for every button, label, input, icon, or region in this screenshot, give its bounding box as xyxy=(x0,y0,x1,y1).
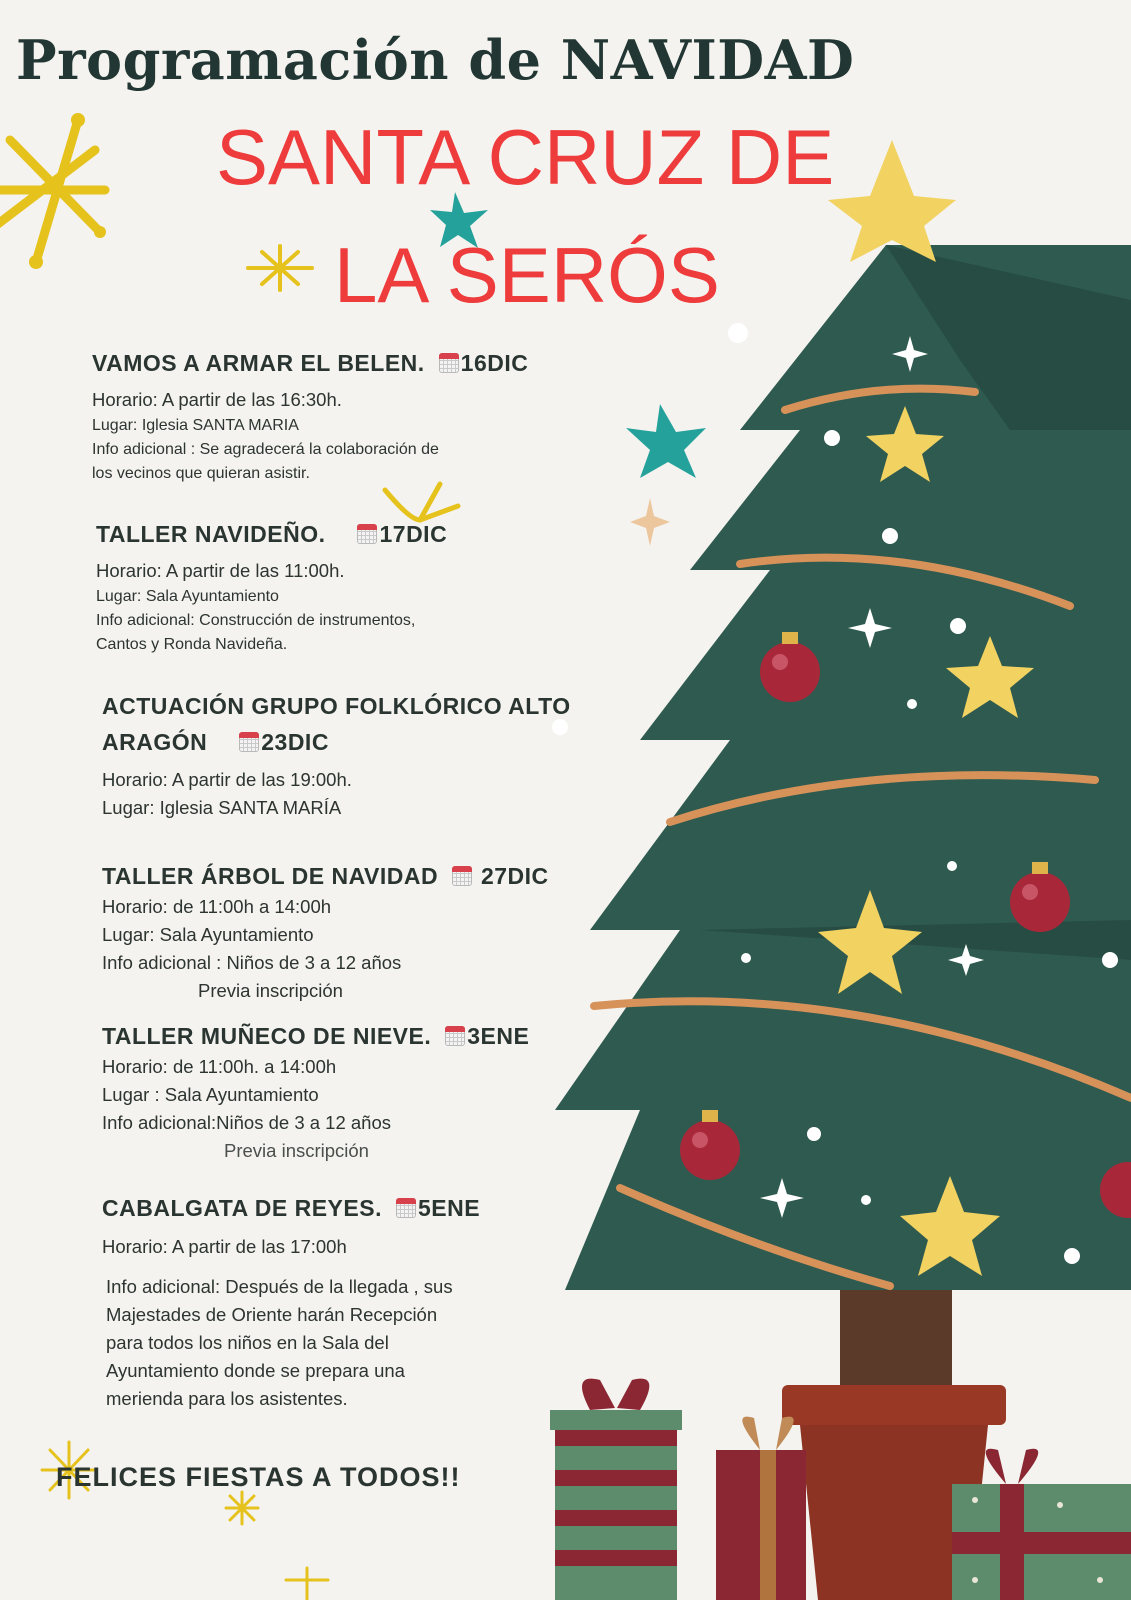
event-title xyxy=(102,688,622,760)
event-taller-muneco xyxy=(102,1019,529,1165)
calendar-icon xyxy=(239,732,259,752)
event-title xyxy=(102,1191,480,1225)
event-cabalgata xyxy=(102,1191,480,1413)
event-taller-navideno xyxy=(96,517,447,657)
event-info: Info adicional: Construcción de instrumentos, xyxy=(96,612,416,629)
event-name: CABALGATA DE REYES. xyxy=(102,1195,382,1221)
event-info: Info adicional : Se agradecerá la colaboración de xyxy=(92,441,439,458)
event-title xyxy=(102,1019,529,1053)
event-name: TALLER NAVIDEÑO. xyxy=(96,521,326,547)
event-name: ACTUACIÓN GRUPO FOLKLÓRICO ALTO ARAGÓN xyxy=(102,693,571,755)
event-date: 3ENE xyxy=(467,1023,530,1049)
event-title xyxy=(92,346,528,380)
event-info: Majestades de Oriente harán Recepción xyxy=(106,1304,438,1325)
page-title: Programación de NAVIDAD xyxy=(16,28,855,92)
event-info: Ayuntamiento donde se prepara una xyxy=(106,1360,405,1381)
event-info: Cantos y Ronda Navideña. xyxy=(96,636,288,653)
event-registration: Previa inscripción xyxy=(198,980,343,1001)
town-name-line-1: SANTA CRUZ DE xyxy=(216,113,835,201)
calendar-icon xyxy=(357,524,377,544)
event-date: 23DIC xyxy=(261,729,329,755)
event-name: TALLER MUÑECO DE NIEVE. xyxy=(102,1023,432,1049)
event-schedule: Horario: A partir de las 17:00h xyxy=(102,1236,347,1257)
event-name: TALLER ÁRBOL DE NAVIDAD xyxy=(102,863,439,889)
event-title xyxy=(102,859,549,893)
event-date: 16DIC xyxy=(460,350,529,376)
event-schedule: Horario: de 11:00h. a 14:00h xyxy=(102,1056,337,1077)
event-location: Lugar: Iglesia SANTA MARIA xyxy=(92,417,299,434)
event-schedule: Horario: de 11:00h a 14:00h xyxy=(102,896,332,917)
event-info: merienda para los asistentes. xyxy=(106,1388,348,1409)
town-name-line-2: LA SERÓS xyxy=(334,231,720,319)
event-info: para todos los niños en la Sala del xyxy=(106,1332,389,1353)
star-icon xyxy=(828,140,956,262)
event-date: 5ENE xyxy=(417,1195,481,1221)
event-belen xyxy=(92,346,528,486)
event-location: Lugar: Iglesia SANTA MARÍA xyxy=(102,797,342,818)
teal-star-icon xyxy=(626,404,706,478)
event-info: los vecinos que quieran asistir. xyxy=(92,465,310,482)
calendar-icon xyxy=(445,1026,465,1046)
footer-greeting: FELICES FIESTAS A TODOS!! xyxy=(56,1462,461,1492)
event-title xyxy=(96,517,447,551)
event-schedule: Horario: A partir de las 19:00h. xyxy=(102,769,352,790)
gift-box xyxy=(716,1417,806,1600)
sparkle-icon xyxy=(248,246,312,290)
event-name: VAMOS A ARMAR EL BELEN. xyxy=(92,350,425,376)
sparkle-icon xyxy=(630,498,670,546)
event-registration: Previa inscripción xyxy=(224,1140,369,1161)
event-location: Lugar: Sala Ayuntamiento xyxy=(96,588,279,605)
event-schedule: Horario: A partir de las 16:30h. xyxy=(92,389,342,410)
snowflake-icon xyxy=(0,120,105,262)
event-grupo-folklorico xyxy=(102,688,622,822)
sparkle-icon xyxy=(385,484,458,520)
calendar-icon xyxy=(452,866,472,886)
event-location: Lugar: Sala Ayuntamiento xyxy=(102,924,314,945)
event-date: 17DIC xyxy=(379,521,448,547)
calendar-icon xyxy=(439,353,459,373)
event-info: Info adicional:Niños de 3 a 12 años xyxy=(102,1112,392,1133)
event-schedule: Horario: A partir de las 11:00h. xyxy=(96,560,345,581)
calendar-icon xyxy=(396,1198,416,1218)
event-date: 27DIC xyxy=(480,863,549,889)
event-info: Info adicional: Después de la llegada , sus xyxy=(106,1276,453,1297)
event-info: Info adicional : Niños de 3 a 12 años xyxy=(102,952,402,973)
gift-box xyxy=(550,1379,682,1600)
event-taller-arbol xyxy=(102,859,549,1005)
event-location: Lugar : Sala Ayuntamiento xyxy=(102,1084,319,1105)
